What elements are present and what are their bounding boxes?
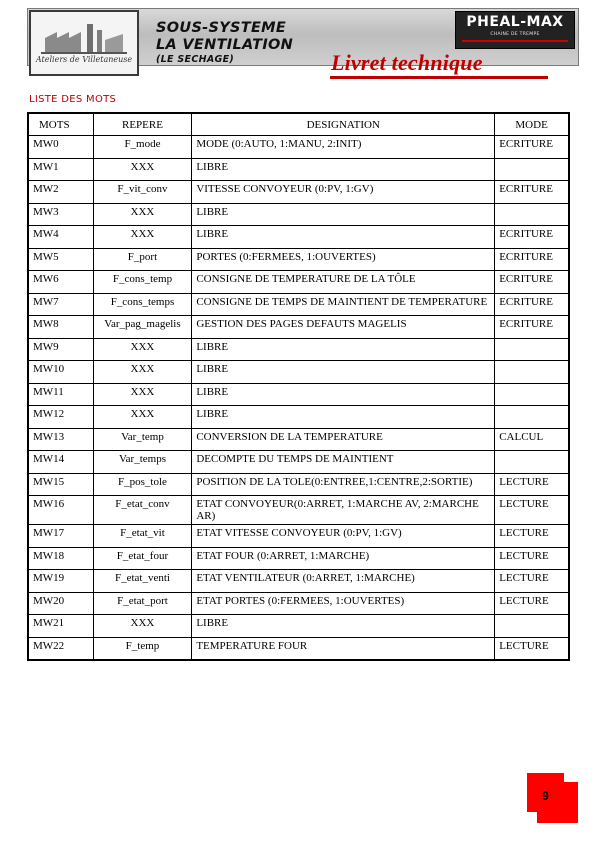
cell-repere: XXX bbox=[93, 615, 192, 638]
cell-mode: LECTURE bbox=[495, 496, 569, 525]
cell-repere: XXX bbox=[93, 226, 192, 249]
cell-designation: LIBRE bbox=[192, 406, 495, 429]
cell-mode: LECTURE bbox=[495, 570, 569, 593]
cell-mode: ECRITURE bbox=[495, 136, 569, 159]
cell-repere: F_port bbox=[93, 248, 192, 271]
cell-designation: LIBRE bbox=[192, 203, 495, 226]
cell-designation: PORTES (0:FERMEES, 1:OUVERTES) bbox=[192, 248, 495, 271]
section-title: LISTE DES MOTS bbox=[29, 94, 117, 105]
cell-mode: LECTURE bbox=[495, 592, 569, 615]
cell-mode: ECRITURE bbox=[495, 293, 569, 316]
table-row bbox=[28, 570, 569, 593]
cell-designation: LIBRE bbox=[192, 615, 495, 638]
cell-repere: XXX bbox=[93, 203, 192, 226]
cell-repere: F_etat_four bbox=[93, 547, 192, 570]
cell-mode: ECRITURE bbox=[495, 271, 569, 294]
cell-mode bbox=[495, 203, 569, 226]
cell-designation: GESTION DES PAGES DEFAUTS MAGELIS bbox=[192, 316, 495, 339]
cell-designation: LIBRE bbox=[192, 226, 495, 249]
table-row bbox=[28, 383, 569, 406]
cell-mode bbox=[495, 406, 569, 429]
table-body bbox=[28, 136, 569, 661]
cell-mot: MW2 bbox=[28, 181, 93, 204]
cell-mot: MW17 bbox=[28, 525, 93, 548]
header-mode: MODE bbox=[495, 113, 569, 136]
table-row bbox=[28, 158, 569, 181]
cell-mode bbox=[495, 338, 569, 361]
cell-mode: LECTURE bbox=[495, 547, 569, 570]
cell-repere: F_etat_port bbox=[93, 592, 192, 615]
table-row bbox=[28, 271, 569, 294]
cell-repere: Var_pag_magelis bbox=[93, 316, 192, 339]
cell-repere: F_etat_venti bbox=[93, 570, 192, 593]
cell-mot: MW4 bbox=[28, 226, 93, 249]
cell-designation: CONSIGNE DE TEMPERATURE DE LA TÔLE bbox=[192, 271, 495, 294]
table-row bbox=[28, 293, 569, 316]
cell-repere: F_etat_vit bbox=[93, 525, 192, 548]
cell-mot: MW8 bbox=[28, 316, 93, 339]
cell-mode bbox=[495, 615, 569, 638]
cell-designation: ETAT PORTES (0:FERMEES, 1:OUVERTES) bbox=[192, 592, 495, 615]
cell-repere: F_vit_conv bbox=[93, 181, 192, 204]
table-row bbox=[28, 451, 569, 474]
cell-designation: VITESSE CONVOYEUR (0:PV, 1:GV) bbox=[192, 181, 495, 204]
cell-designation: LIBRE bbox=[192, 383, 495, 406]
table-row bbox=[28, 203, 569, 226]
logo-text: Ateliers de Villetaneuse bbox=[35, 55, 133, 64]
table-row bbox=[28, 473, 569, 496]
cell-designation: LIBRE bbox=[192, 338, 495, 361]
subsystem-title bbox=[156, 20, 356, 66]
table-row bbox=[28, 525, 569, 548]
cell-mode: ECRITURE bbox=[495, 248, 569, 271]
cell-repere: F_temp bbox=[93, 637, 192, 660]
cell-mot: MW15 bbox=[28, 473, 93, 496]
cell-mode bbox=[495, 361, 569, 384]
cell-mode: ECRITURE bbox=[495, 226, 569, 249]
cell-mode: ECRITURE bbox=[495, 181, 569, 204]
cell-designation: DECOMPTE DU TEMPS DE MAINTIENT bbox=[192, 451, 495, 474]
document-subtitle: Livret technique bbox=[331, 50, 483, 75]
cell-designation: ETAT FOUR (0:ARRET, 1:MARCHE) bbox=[192, 547, 495, 570]
table-row bbox=[28, 226, 569, 249]
cell-mode: ECRITURE bbox=[495, 316, 569, 339]
table-row bbox=[28, 136, 569, 159]
cell-repere: XXX bbox=[93, 406, 192, 429]
table-row bbox=[28, 181, 569, 204]
cell-mot: MW19 bbox=[28, 570, 93, 593]
cell-repere: F_cons_temp bbox=[93, 271, 192, 294]
cell-mode bbox=[495, 451, 569, 474]
table-row bbox=[28, 338, 569, 361]
title-line-1: SOUS-SYSTEME bbox=[156, 20, 287, 36]
cell-mot: MW7 bbox=[28, 293, 93, 316]
cell-repere: Var_temp bbox=[93, 428, 192, 451]
brand-name: PHEAL-MAX bbox=[466, 14, 564, 30]
cell-mot: MW13 bbox=[28, 428, 93, 451]
cell-repere: Var_temps bbox=[93, 451, 192, 474]
subtitle-underline bbox=[330, 76, 548, 79]
cell-designation: CONVERSION DE LA TEMPERATURE bbox=[192, 428, 495, 451]
cell-mot: MW9 bbox=[28, 338, 93, 361]
brand-stripe bbox=[462, 40, 568, 42]
header-banner bbox=[27, 8, 577, 84]
words-table bbox=[27, 112, 570, 661]
brand-subtitle: CHAINE DE TREMPE bbox=[490, 32, 540, 37]
cell-mot: MW21 bbox=[28, 615, 93, 638]
table-row bbox=[28, 547, 569, 570]
cell-designation: LIBRE bbox=[192, 361, 495, 384]
cell-designation: CONSIGNE DE TEMPS DE MAINTIENT DE TEMPERATURE bbox=[192, 293, 495, 316]
cell-mot: MW5 bbox=[28, 248, 93, 271]
page-number: 9 bbox=[527, 773, 564, 812]
cell-mode: LECTURE bbox=[495, 473, 569, 496]
cell-mot: MW20 bbox=[28, 592, 93, 615]
cell-mot: MW22 bbox=[28, 637, 93, 660]
cell-repere: F_pos_tole bbox=[93, 473, 192, 496]
cell-repere: XXX bbox=[93, 383, 192, 406]
cell-repere: XXX bbox=[93, 338, 192, 361]
header-mots: MOTS bbox=[28, 113, 93, 136]
cell-mot: MW1 bbox=[28, 158, 93, 181]
cell-mot: MW11 bbox=[28, 383, 93, 406]
brand-logo bbox=[455, 11, 575, 49]
cell-repere: XXX bbox=[93, 158, 192, 181]
title-line-3: (LE SECHAGE) bbox=[156, 54, 235, 65]
cell-designation: ETAT VITESSE CONVOYEUR (0:PV, 1:GV) bbox=[192, 525, 495, 548]
cell-mode: CALCUL bbox=[495, 428, 569, 451]
cell-repere: F_cons_temps bbox=[93, 293, 192, 316]
cell-mode: LECTURE bbox=[495, 525, 569, 548]
cell-designation: ETAT VENTILATEUR (0:ARRET, 1:MARCHE) bbox=[192, 570, 495, 593]
table-row bbox=[28, 316, 569, 339]
cell-mot: MW6 bbox=[28, 271, 93, 294]
table-header-row bbox=[28, 113, 569, 136]
cell-designation: LIBRE bbox=[192, 158, 495, 181]
factory-icon bbox=[31, 12, 137, 74]
cell-mot: MW14 bbox=[28, 451, 93, 474]
cell-mode: LECTURE bbox=[495, 637, 569, 660]
cell-mot: MW16 bbox=[28, 496, 93, 525]
table-row bbox=[28, 428, 569, 451]
header-designation: DESIGNATION bbox=[192, 113, 495, 136]
cell-mot: MW0 bbox=[28, 136, 93, 159]
cell-designation: TEMPERATURE FOUR bbox=[192, 637, 495, 660]
header-repere: REPERE bbox=[93, 113, 192, 136]
table-row bbox=[28, 406, 569, 429]
cell-mot: MW18 bbox=[28, 547, 93, 570]
table-row bbox=[28, 361, 569, 384]
cell-mode bbox=[495, 383, 569, 406]
table-row bbox=[28, 637, 569, 660]
cell-repere: F_mode bbox=[93, 136, 192, 159]
table-row bbox=[28, 592, 569, 615]
cell-repere: F_etat_conv bbox=[93, 496, 192, 525]
cell-repere: XXX bbox=[93, 361, 192, 384]
cell-mot: MW3 bbox=[28, 203, 93, 226]
cell-designation: ETAT CONVOYEUR(0:ARRET, 1:MARCHE AV, 2:MARCHE AR) bbox=[192, 496, 495, 525]
cell-designation: POSITION DE LA TOLE(0:ENTREE,1:CENTRE,2:SORTIE) bbox=[192, 473, 495, 496]
cell-mot: MW12 bbox=[28, 406, 93, 429]
title-line-2: LA VENTILATION bbox=[156, 37, 294, 53]
table-row bbox=[28, 248, 569, 271]
company-logo bbox=[29, 10, 139, 76]
cell-mode bbox=[495, 158, 569, 181]
cell-mot: MW10 bbox=[28, 361, 93, 384]
cell-designation: MODE (0:AUTO, 1:MANU, 2:INIT) bbox=[192, 136, 495, 159]
table-row bbox=[28, 615, 569, 638]
table-row bbox=[28, 496, 569, 525]
